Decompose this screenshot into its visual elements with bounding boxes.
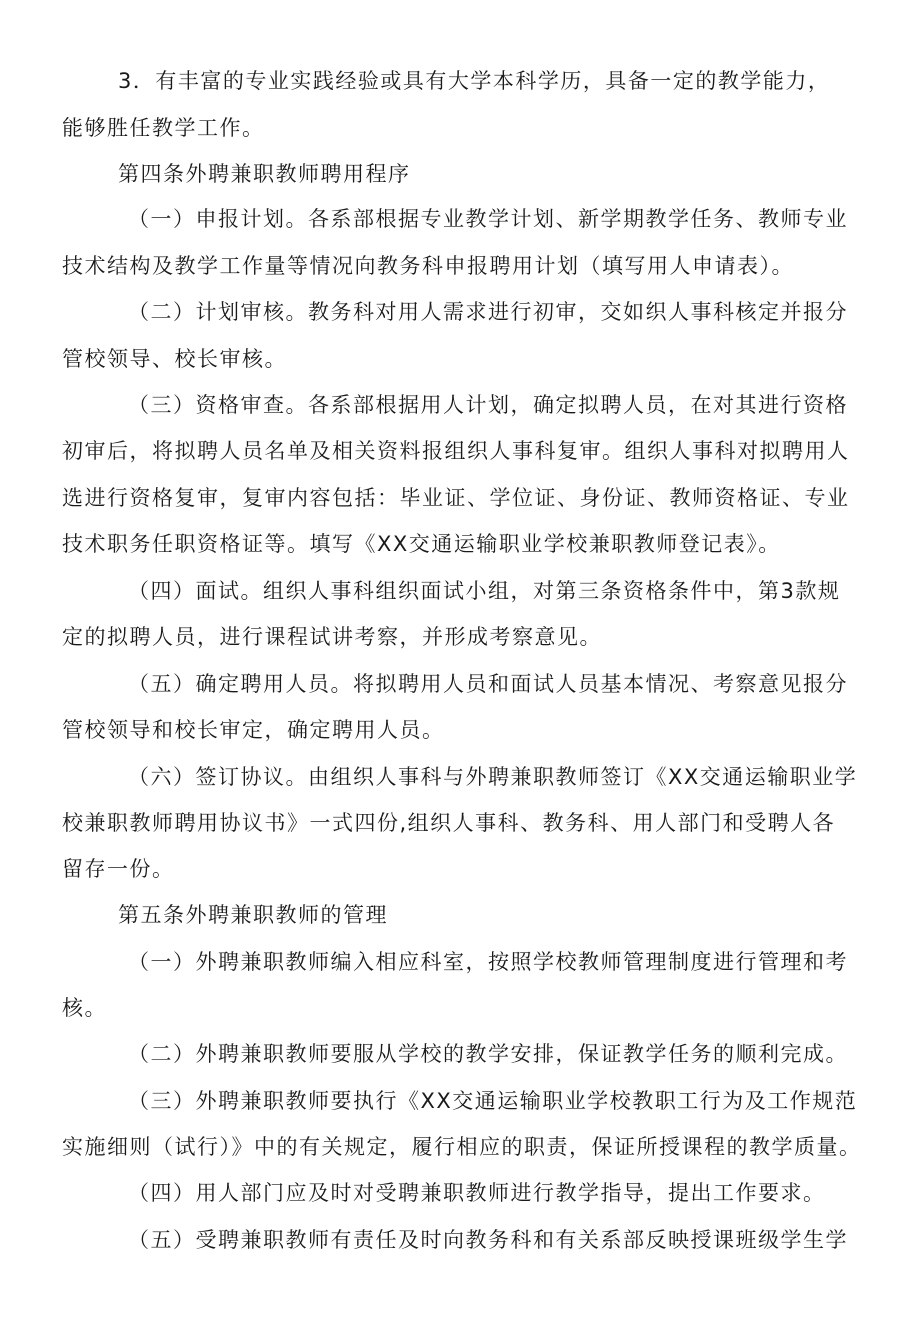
text-line: （一）申报计划。各系部根据专业教学计划、新学期教学任务、教师专业 bbox=[128, 207, 848, 231]
text-line: 3．有丰富的专业实践经验或具有大学本科学历，具备一定的教学能力， bbox=[118, 69, 831, 93]
text-line: 校兼职教师聘用协议书》一式四份,组织人事科、教务科、用人部门和受聘人各 bbox=[62, 811, 836, 835]
text-line: （一）外聘兼职教师编入相应科室，按照学校教师管理制度进行管理和考 bbox=[128, 950, 848, 974]
text-line: 管校领导、校长审核。 bbox=[62, 347, 287, 371]
text-line: 核。 bbox=[62, 996, 107, 1020]
text-line: （五）受聘兼职教师有责任及时向教务科和有关系部反映授课班级学生学 bbox=[128, 1228, 848, 1252]
text-line: （二）计划审核。教务科对用人需求进行初审，交如织人事科核定并报分 bbox=[128, 300, 848, 324]
section-heading: 第四条外聘兼职教师聘用程序 bbox=[118, 162, 411, 186]
text-line: 能够胜任教学工作。 bbox=[62, 116, 265, 140]
text-line: （六）签订协议。由组织人事科与外聘兼职教师签订《XX交通运输职业学 bbox=[128, 765, 858, 789]
text-line: （四）面试。组织人事科组织面试小组，对第三条资格条件中，第3款规 bbox=[128, 579, 841, 603]
text-line: 管校领导和校长审定，确定聘用人员。 bbox=[62, 718, 445, 742]
text-line: 初审后，将拟聘人员名单及相关资料报组织人事科复审。组织人事科对拟聘用人 bbox=[62, 439, 850, 463]
text-line: 技术职务任职资格证等。填写《XX交通运输职业学校兼职教师登记表》。 bbox=[62, 532, 781, 556]
text-line: （二）外聘兼职教师要服从学校的教学安排，保证教学任务的顺利完成。 bbox=[128, 1042, 848, 1066]
text-line: 定的拟聘人员，进行课程试讲考察，并形成考察意见。 bbox=[62, 625, 602, 649]
text-line: （四）用人部门应及时对受聘兼职教师进行教学指导，提出工作要求。 bbox=[128, 1181, 826, 1205]
text-line: （五）确定聘用人员。将拟聘用人员和面试人员基本情况、考察意见报分 bbox=[128, 672, 848, 696]
text-line: （三）资格审查。各系部根据用人计划，确定拟聘人员，在对其进行资格 bbox=[128, 393, 848, 417]
text-line: （三）外聘兼职教师要执行《XX交通运输职业学校教职工行为及工作规范 bbox=[128, 1089, 858, 1113]
text-line: 技术结构及教学工作量等情况向教务科申报聘用计划（填写用人申请表）。 bbox=[62, 254, 794, 278]
text-line: 实施细则（试行）》中的有关规定，履行相应的职责，保证所授课程的教学质量。 bbox=[62, 1135, 862, 1159]
text-line: 留存一份。 bbox=[62, 857, 175, 881]
section-heading: 第五条外聘兼职教师的管理 bbox=[118, 903, 388, 927]
text-line: 选进行资格复审，复审内容包括：毕业证、学位证、身份证、教师资格证、专业 bbox=[62, 486, 850, 510]
